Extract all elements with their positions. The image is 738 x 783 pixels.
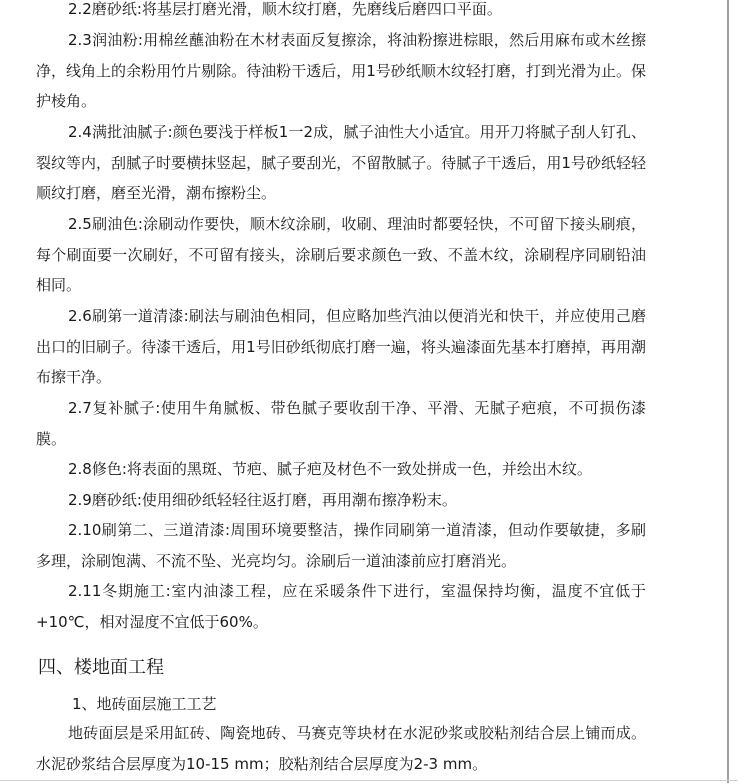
paragraph-2-3: 2.3润油粉:用棉丝蘸油粉在木材表面反复擦涂，将油粉擦进棕眼，然后用麻布或木丝擦净，线角上的余粉用竹片剔除。待油粉干透后，用1号砂纸顺木纹轻打磨，打到光滑为止。保护棱角。	[36, 31, 646, 111]
subsection-heading: 1、地砖面层施工工艺	[72, 695, 217, 713]
page-bottom-divider	[0, 780, 738, 781]
paragraph-2-2: 2.2磨砂纸:将基层打磨光滑，顺木纹打磨，先磨线后磨四口平面。	[68, 0, 502, 18]
paragraph-2-6: 2.6刷第一道清漆:刷法与刷油色相同，但应略加些汽油以便消光和快干，并应使用己磨出口的旧刷子。待漆干透后，用1号旧砂纸彻底打磨一遍，将头遍漆面先基本打磨掉，再用潮布擦干净。	[36, 307, 646, 387]
paragraph-2-4: 2.4满批油腻子:颜色要浅于样板1一2成，腻子油性大小适宜。用开刀将腻子刮人钉孔、裂纹等内，刮腻子时要横抹竖起，腻子要刮光，不留散腻子。待腻子干透后，用1号砂纸轻轻顺纹打磨，磨至光滑，潮布擦粉尘。	[36, 123, 646, 203]
paragraph-2-5: 2.5刷油色:涂刷动作要快，顺木纹涂刷，收刷、理油时都要轻快，不可留下接头刷痕，每个刷面要一次刷好，不可留有接头，涂刷后要求颜色一致、不盖木纹，涂刷程序同刷铅油相同。	[36, 215, 646, 295]
paragraph-2-10: 2.10刷第二、三道清漆:周围环境要整洁，操作同刷第一道清漆，但动作要敏捷，多刷多理，涂刷饱满、不流不坠、光亮均匀。涂刷后一道油漆前应打磨消光。	[36, 521, 646, 570]
paragraph-2-8: 2.8修色:将表面的黑斑、节疤、腻子疤及材色不一致处拼成一色，并绘出木纹。	[68, 460, 592, 478]
section-heading: 四、楼地面工程	[38, 657, 164, 678]
paragraph-2-7: 2.7复补腻子:使用牛角腻板、带色腻子要收刮干净、平滑、无腻子疤痕，不可损伤漆膜。	[36, 399, 646, 448]
paragraph-2-11: 2.11冬期施工:室内油漆工程，应在采暖条件下进行，室温保持均衡，温度不宜低于+10℃，相对湿度不宜低于60%。	[36, 582, 646, 631]
paragraph-2-9: 2.9磨砂纸:使用细砂纸轻轻往返打磨，再用潮布擦净粉末。	[68, 491, 457, 509]
floor-tile-paragraph: 地砖面层是采用缸砖、陶瓷地砖、马赛克等块材在水泥砂浆或胶粘剂结合层上铺而成。水泥砂浆结合层厚度为10-15 mm；胶粘剂结合层厚度为2-3 mm。	[36, 724, 646, 773]
page-right-border	[727, 0, 729, 783]
